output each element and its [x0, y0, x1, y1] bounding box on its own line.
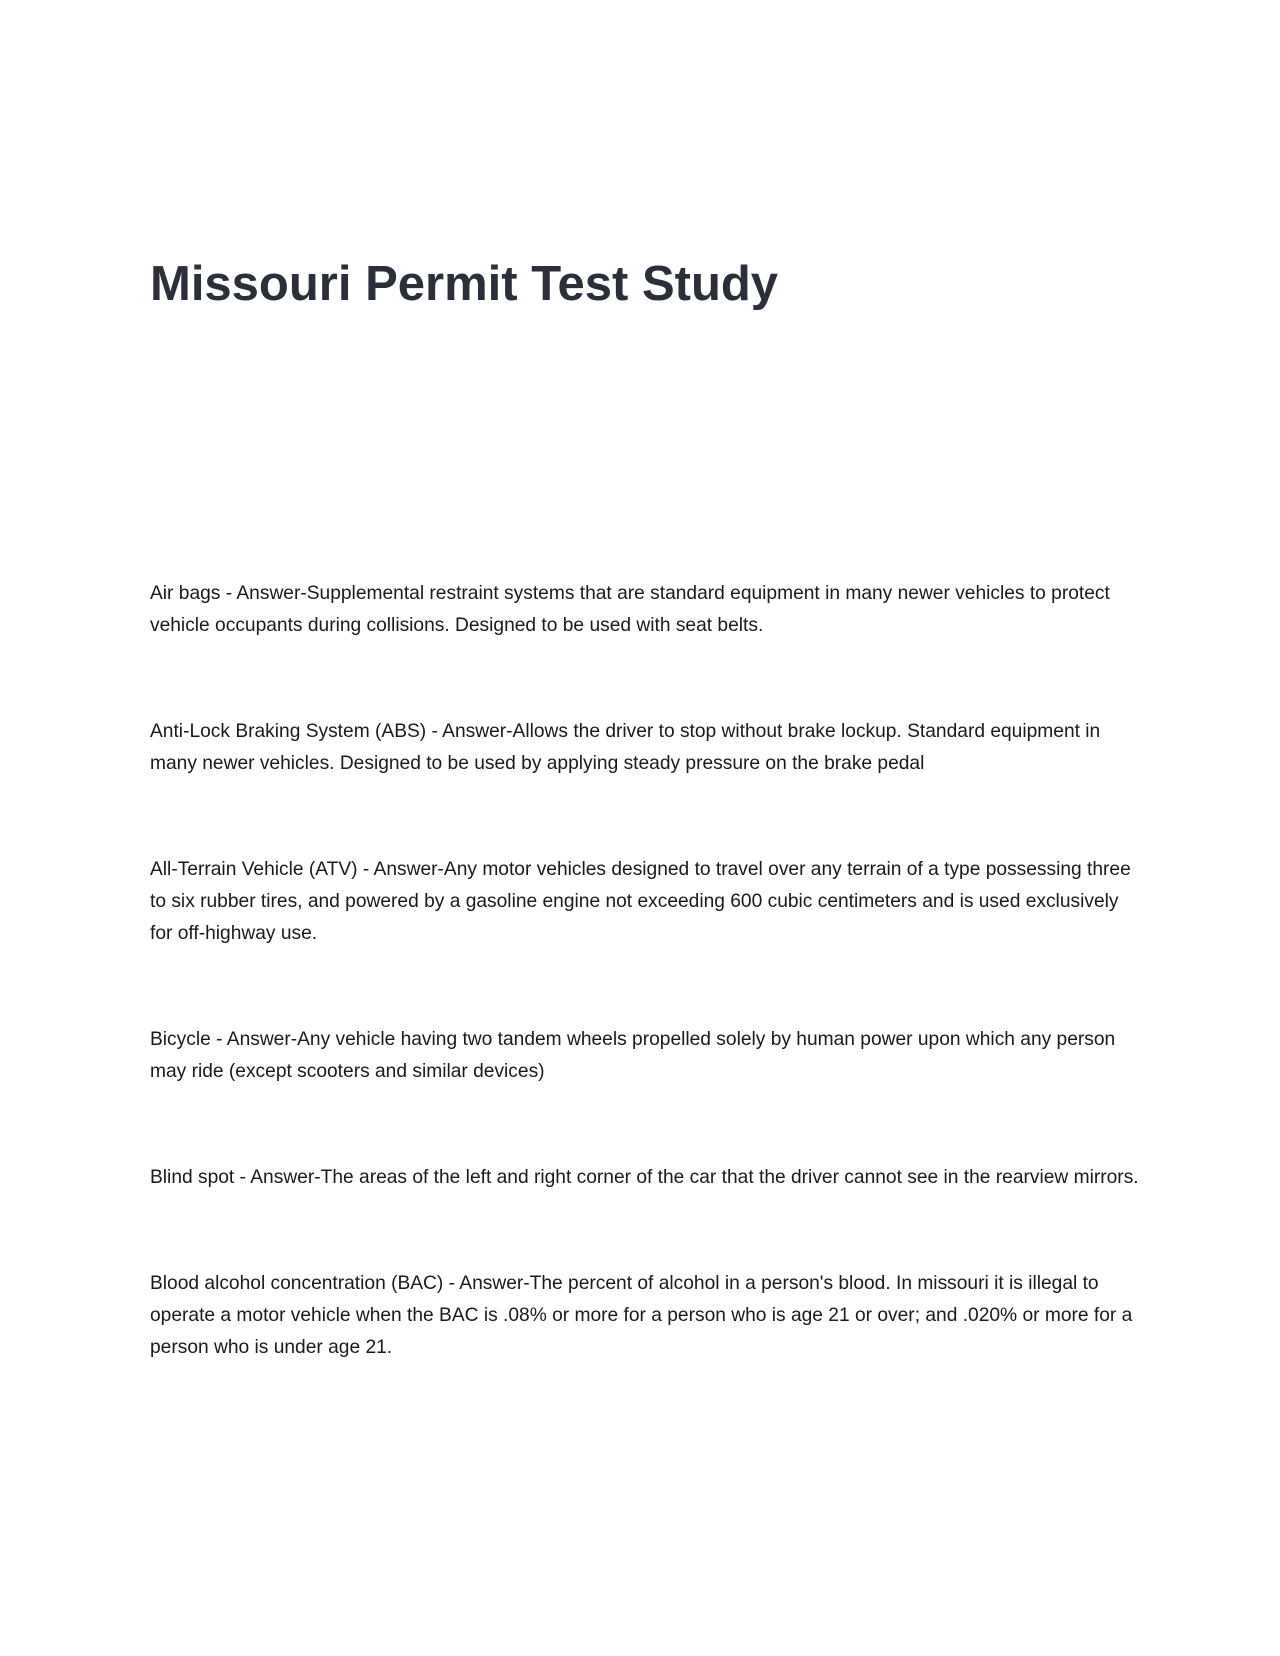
flashcard-entry-air-bags: Air bags - Answer-Supplemental restraint systems that are standard equipment in many newer vehicles to protect vehicle occupants during collisions. Designed to be used with seat belts. — [150, 583, 1110, 636]
flashcard-list — [150, 578, 1140, 1364]
flashcard-entry-bicycle: Bicycle - Answer-Any vehicle having two tandem wheels propelled solely by human power upon which any person may ride (except scooters and similar devices) — [150, 1029, 1116, 1082]
page-title: Missouri Permit Test Study — [150, 257, 779, 311]
flashcard-entry-atv: All-Terrain Vehicle (ATV) - Answer-Any motor vehicles designed to travel over any terrain of a type possessing three to six rubber tires, and powered by a gasoline engine not exceeding 600 cubic centimeters and is used exclusively for off-highway use. — [150, 859, 1131, 944]
flashcard-entry-blind-spot: Blind spot - Answer-The areas of the left and right corner of the car that the driver cannot see in the rearview mirrors. — [150, 1167, 1139, 1188]
flashcard-entry-bac: Blood alcohol concentration (BAC) - Answer-The percent of alcohol in a person's blood. In missouri it is illegal to operate a motor vehicle when the BAC is .08% or more for a person who is age 21 or over; and .020% or more for a person who is under age 21. — [150, 1273, 1133, 1358]
flashcard-entry-abs: Anti-Lock Braking System (ABS) - Answer-Allows the driver to stop without brake lockup. Standard equipment in many newer vehicles. Designed to be used by applying steady pressure on the brake pedal — [150, 721, 1101, 774]
